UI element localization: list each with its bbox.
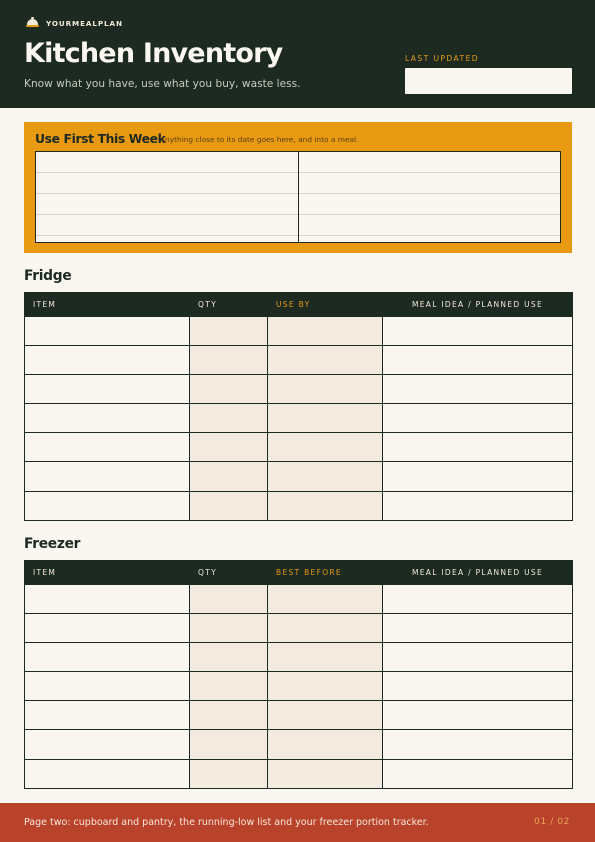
- date-cell[interactable]: [268, 433, 383, 462]
- qty-cell[interactable]: [190, 346, 268, 375]
- last-updated-field[interactable]: [405, 68, 572, 94]
- qty-cell[interactable]: [190, 585, 268, 614]
- table-row: [25, 585, 573, 614]
- item-cell[interactable]: [25, 730, 190, 759]
- item-cell[interactable]: [25, 672, 190, 701]
- item-cell[interactable]: [25, 585, 190, 614]
- fridge-table: [24, 292, 573, 521]
- brand-name: YOURMEALPLAN: [46, 19, 123, 28]
- freezer-title: Freezer: [24, 536, 81, 552]
- use-first-panel: [24, 122, 572, 253]
- meal-idea-cell[interactable]: [383, 672, 573, 701]
- item-cell[interactable]: [25, 375, 190, 404]
- page-subtitle: Know what you have, use what you buy, waste less.: [24, 78, 301, 90]
- page-header: [0, 0, 595, 108]
- column-header-qty: QTY: [190, 561, 268, 585]
- table-row: [25, 346, 573, 375]
- column-header-item: ITEM: [25, 561, 190, 585]
- date-cell[interactable]: [268, 730, 383, 759]
- column-header-meal-idea: MEAL IDEA / PLANNED USE: [383, 293, 573, 317]
- meal-idea-cell[interactable]: [383, 614, 573, 643]
- qty-cell[interactable]: [190, 730, 268, 759]
- qty-cell[interactable]: [190, 643, 268, 672]
- item-cell[interactable]: [25, 462, 190, 491]
- use-first-title: Use First This Week: [35, 131, 166, 146]
- qty-cell[interactable]: [190, 317, 268, 346]
- use-first-grid: [35, 151, 561, 243]
- item-cell[interactable]: [25, 404, 190, 433]
- column-header-meal-idea: MEAL IDEA / PLANNED USE: [383, 561, 573, 585]
- date-cell[interactable]: [268, 759, 383, 788]
- qty-cell[interactable]: [190, 375, 268, 404]
- date-cell[interactable]: [268, 404, 383, 433]
- table-row: [25, 491, 573, 520]
- item-cell[interactable]: [25, 643, 190, 672]
- freezer-header-row: [25, 561, 573, 585]
- column-header-item: ITEM: [25, 293, 190, 317]
- table-row: [25, 701, 573, 730]
- date-cell[interactable]: [268, 317, 383, 346]
- date-cell[interactable]: [268, 462, 383, 491]
- qty-cell[interactable]: [190, 614, 268, 643]
- fridge-header-row: [25, 293, 573, 317]
- column-header-qty: QTY: [190, 293, 268, 317]
- meal-idea-cell[interactable]: [383, 317, 573, 346]
- date-cell[interactable]: [268, 643, 383, 672]
- page-footer: [0, 803, 595, 842]
- qty-cell[interactable]: [190, 404, 268, 433]
- meal-idea-cell[interactable]: [383, 585, 573, 614]
- table-row: [25, 317, 573, 346]
- qty-cell[interactable]: [190, 462, 268, 491]
- meal-idea-cell[interactable]: [383, 643, 573, 672]
- item-cell[interactable]: [25, 491, 190, 520]
- table-row: [25, 375, 573, 404]
- use-first-subtitle: Anything close to its date goes here, and into a meal.: [160, 135, 359, 144]
- date-cell[interactable]: [268, 585, 383, 614]
- item-cell[interactable]: [25, 614, 190, 643]
- column-header-use-by: USE BY: [268, 293, 383, 317]
- table-row: [25, 759, 573, 788]
- qty-cell[interactable]: [190, 759, 268, 788]
- item-cell[interactable]: [25, 701, 190, 730]
- date-cell[interactable]: [268, 491, 383, 520]
- footer-note: Page two: cupboard and pantry, the running-low list and your freezer portion tracker.: [24, 817, 429, 828]
- freezer-table: [24, 560, 573, 789]
- table-row: [25, 614, 573, 643]
- date-cell[interactable]: [268, 346, 383, 375]
- meal-idea-cell[interactable]: [383, 404, 573, 433]
- page-number: 01 / 02: [534, 817, 570, 827]
- meal-idea-cell[interactable]: [383, 433, 573, 462]
- meal-idea-cell[interactable]: [383, 701, 573, 730]
- qty-cell[interactable]: [190, 672, 268, 701]
- use-first-column-left[interactable]: [36, 152, 298, 242]
- fridge-title: Fridge: [24, 268, 72, 284]
- meal-idea-cell[interactable]: [383, 346, 573, 375]
- table-row: [25, 404, 573, 433]
- meal-idea-cell[interactable]: [383, 462, 573, 491]
- table-row: [25, 672, 573, 701]
- item-cell[interactable]: [25, 317, 190, 346]
- item-cell[interactable]: [25, 759, 190, 788]
- brand: [26, 17, 123, 30]
- table-row: [25, 730, 573, 759]
- table-row: [25, 433, 573, 462]
- last-updated-label: LAST UPDATED: [405, 54, 480, 63]
- date-cell[interactable]: [268, 614, 383, 643]
- column-header-best-before: BEST BEFORE: [268, 561, 383, 585]
- page-title: Kitchen Inventory: [24, 38, 283, 69]
- date-cell[interactable]: [268, 701, 383, 730]
- meal-idea-cell[interactable]: [383, 375, 573, 404]
- meal-idea-cell[interactable]: [383, 759, 573, 788]
- qty-cell[interactable]: [190, 701, 268, 730]
- use-first-column-right[interactable]: [298, 152, 561, 242]
- table-row: [25, 643, 573, 672]
- cloche-icon: [26, 17, 39, 30]
- qty-cell[interactable]: [190, 491, 268, 520]
- qty-cell[interactable]: [190, 433, 268, 462]
- meal-idea-cell[interactable]: [383, 730, 573, 759]
- meal-idea-cell[interactable]: [383, 491, 573, 520]
- date-cell[interactable]: [268, 672, 383, 701]
- item-cell[interactable]: [25, 346, 190, 375]
- date-cell[interactable]: [268, 375, 383, 404]
- table-row: [25, 462, 573, 491]
- item-cell[interactable]: [25, 433, 190, 462]
